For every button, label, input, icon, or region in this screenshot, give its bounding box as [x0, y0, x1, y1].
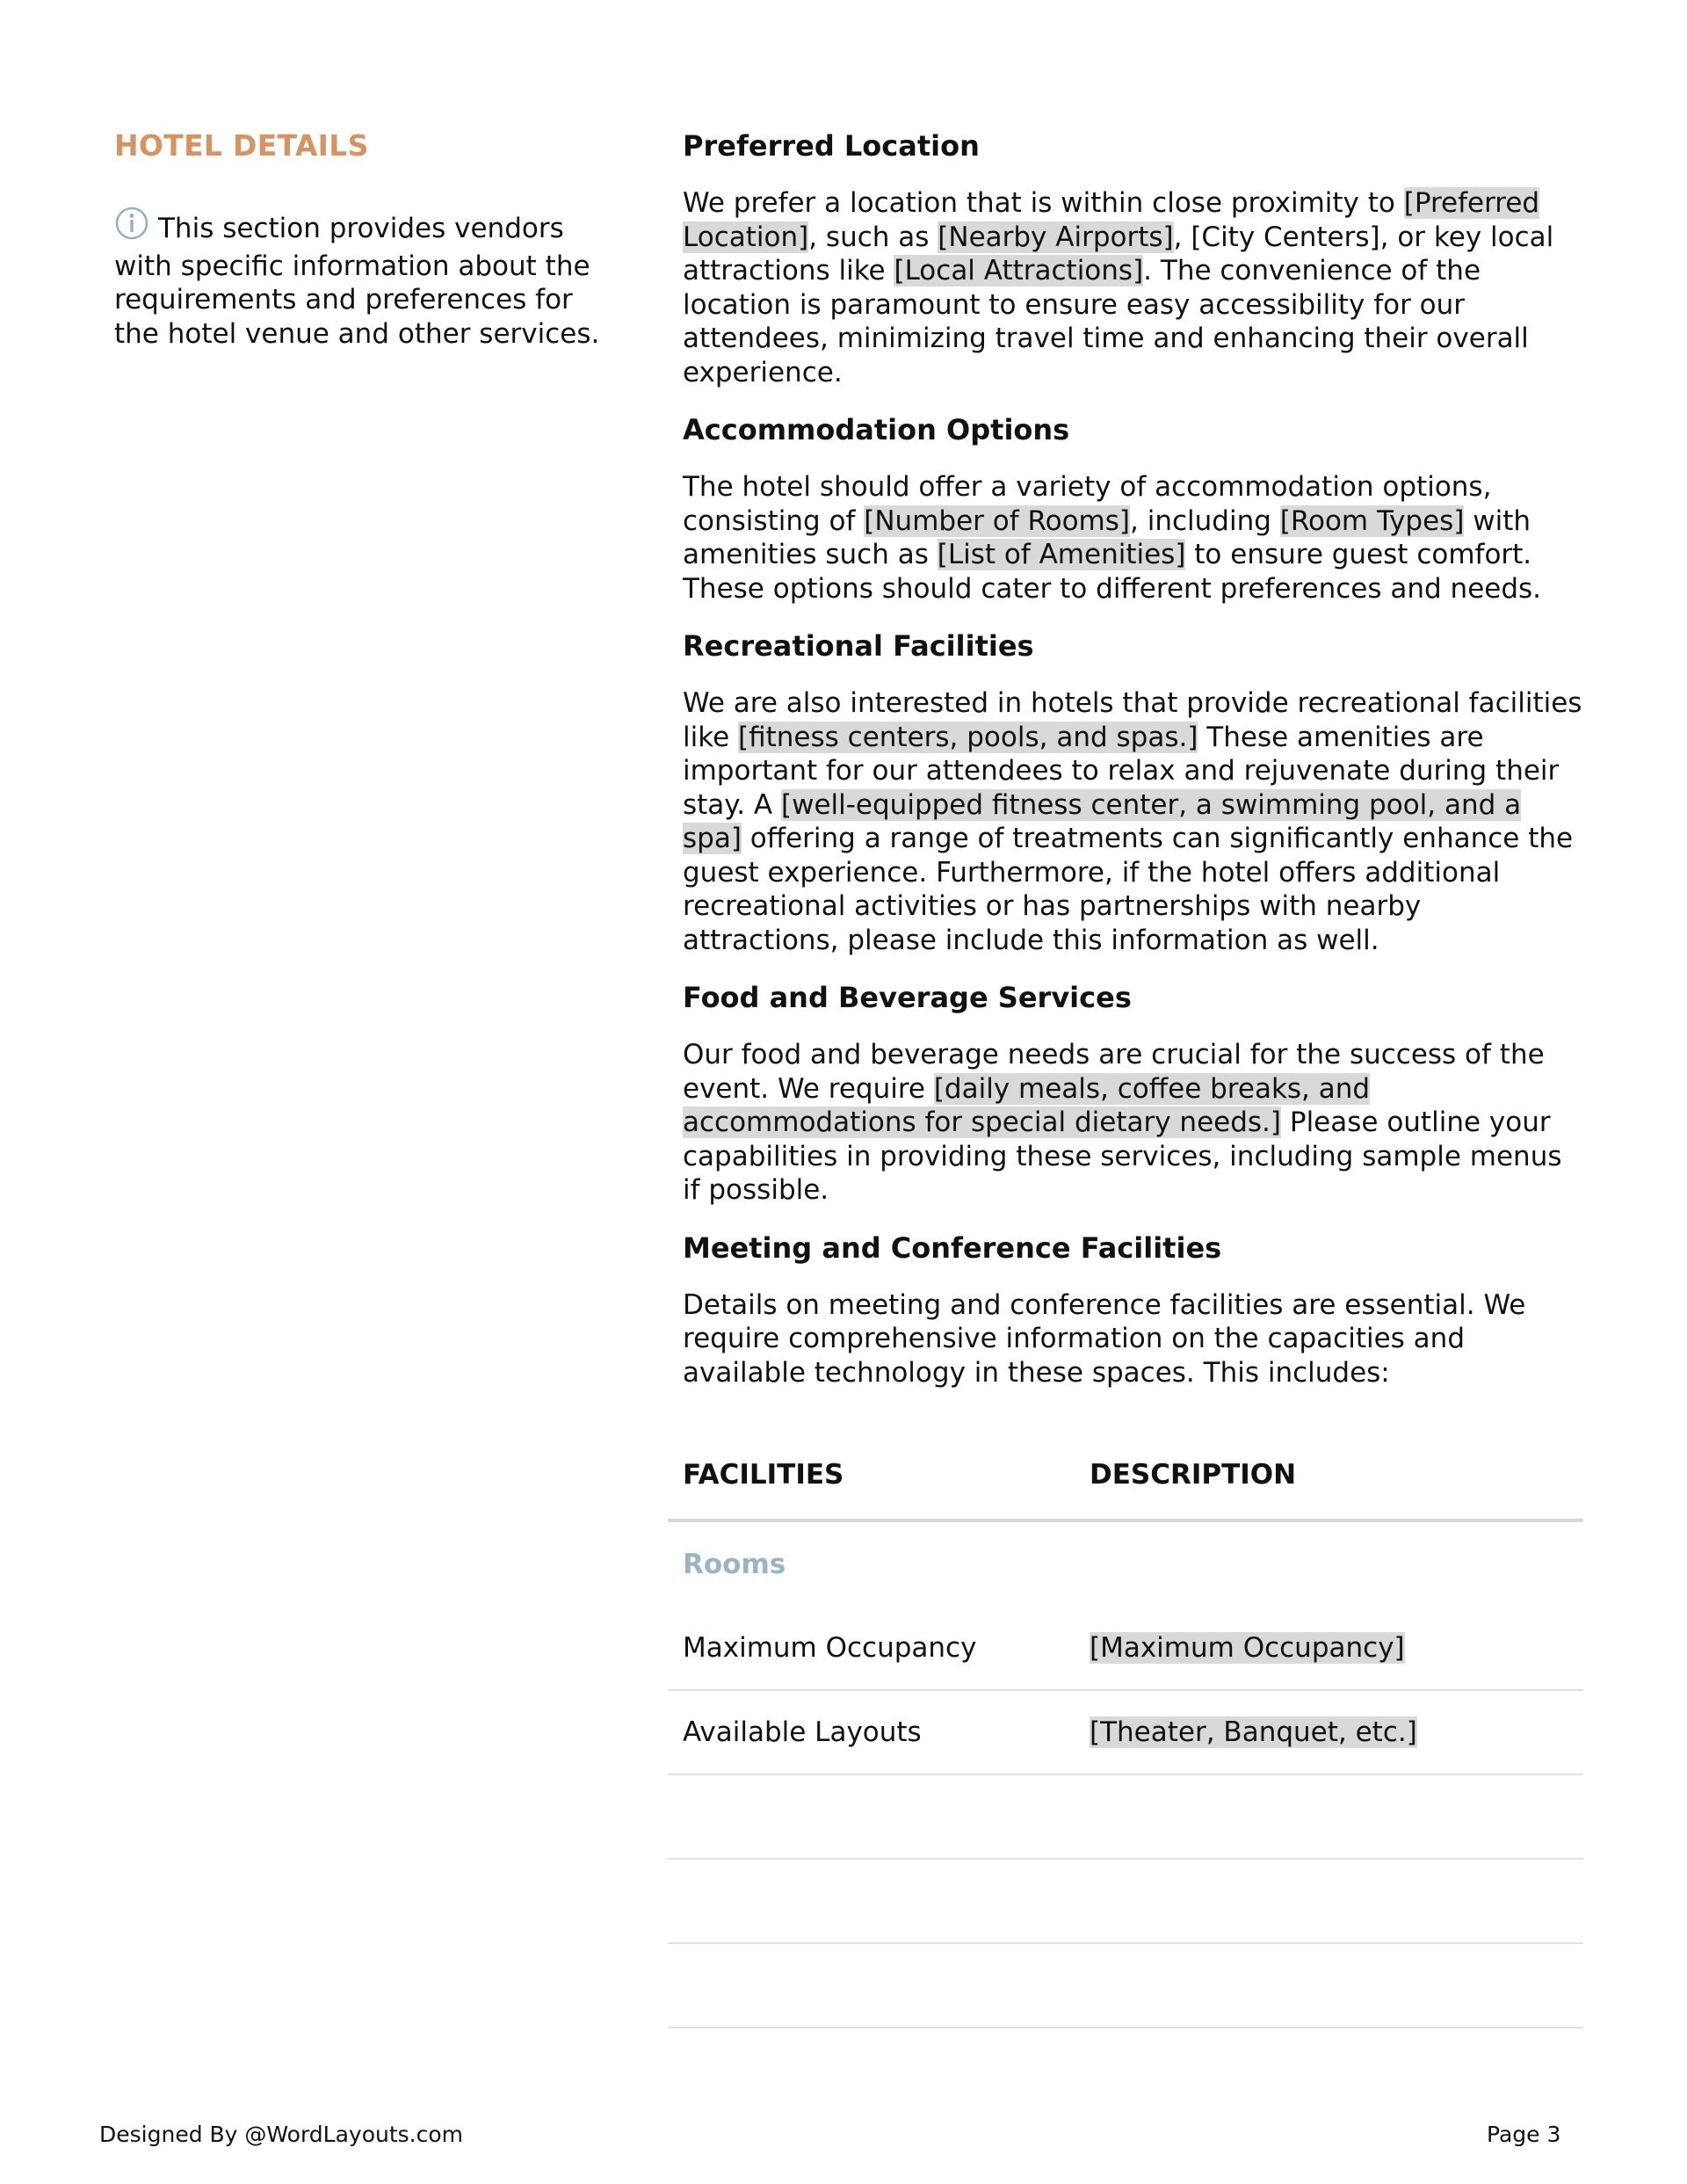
text: , [City Centers], or key local attractions like — [683, 221, 1554, 287]
text: with amenities such as — [683, 504, 1531, 570]
facilities-table — [668, 1447, 1583, 2028]
paragraph-preferred-location — [683, 186, 1583, 389]
placeholder-field[interactable]: [Theater, Banquet, etc.] — [1090, 1716, 1417, 1748]
text: Please outline your capabilities in providing these services, including sample menus if possible. — [683, 1107, 1562, 1206]
row-value — [1090, 1632, 1583, 1664]
placeholder-field[interactable]: [Local Attractions] — [894, 255, 1144, 287]
placeholder-field[interactable]: [Maximum Occupancy] — [1090, 1632, 1405, 1664]
paragraph-accommodation-options — [683, 470, 1583, 606]
placeholder-field[interactable]: [Preferred Location] — [683, 187, 1540, 253]
placeholder-field[interactable]: [well-equipped fitness center, a swimming pool, and a spa] — [683, 788, 1522, 854]
heading-meeting-conference: Meeting and Conference Facilities — [683, 1230, 1222, 1265]
text: to ensure guest comfort. These options should cater to different preferences and needs. — [683, 539, 1542, 605]
sidebar-note — [114, 206, 624, 351]
paragraph-recreational-facilities — [683, 686, 1583, 957]
main-content — [683, 125, 1583, 1409]
placeholder-field[interactable]: [List of Amenities] — [937, 539, 1186, 570]
row-value — [1090, 1716, 1583, 1748]
paragraph-food-beverage — [683, 1038, 1583, 1208]
text: The hotel should offer a variety of accommodation options, consisting of — [683, 471, 1492, 537]
info-icon — [114, 206, 149, 250]
text: We prefer a location that is within close proximity to — [683, 187, 1404, 219]
sidebar-note-text: This section provides vendors with specific information about the requirements and preferences for the hotel venue and other services. — [114, 213, 600, 350]
text: , including — [1130, 504, 1280, 537]
text: , such as — [808, 221, 938, 253]
paragraph-meeting-conference — [683, 1288, 1583, 1390]
text: These amenities are important for our attendees to relax and rejuvenate during their stay. A — [683, 721, 1560, 821]
footer-credit: Designed By @WordLayouts.com — [99, 2122, 464, 2147]
text: We are also interested in hotels that provide recreational facilities like — [683, 687, 1582, 753]
section-title: HOTEL DETAILS — [114, 128, 369, 163]
placeholder-field[interactable]: [daily meals, coffee breaks, and accommodations for special dietary needs.] — [683, 1072, 1371, 1138]
table-row-empty[interactable] — [668, 1860, 1583, 1944]
placeholder-field[interactable]: [fitness centers, pools, and spas.] — [738, 721, 1198, 753]
table-row-empty[interactable] — [668, 1775, 1583, 1860]
heading-recreational-facilities: Recreational Facilities — [683, 629, 1034, 663]
group-label-rooms: Rooms — [683, 1549, 786, 1580]
text: Details on meeting and conference facilities are essential. We require comprehensive information on the capacities and available technology in these spaces. This includes: — [683, 1288, 1526, 1389]
placeholder-field[interactable]: [Room Types] — [1279, 504, 1465, 537]
text: . The convenience of the location is paramount to ensure easy accessibility for our attendees, minimizing travel time and enhancing their overall experience. — [683, 255, 1529, 388]
heading-food-beverage: Food and Beverage Services — [683, 981, 1132, 1014]
text: Our food and beverage needs are crucial for the success of the event. We require — [683, 1039, 1545, 1105]
table-header — [668, 1447, 1583, 1522]
column-header-facilities: FACILITIES — [683, 1459, 844, 1491]
table-group-row — [668, 1522, 1583, 1607]
row-label: Available Layouts — [683, 1716, 922, 1748]
heading-preferred-location: Preferred Location — [683, 129, 980, 163]
placeholder-field[interactable]: [Nearby Airports] — [938, 221, 1174, 253]
sidebar — [114, 125, 624, 351]
text: offering a range of treatments can significantly enhance the guest experience. Furthermore, if the hotel offers additional recreational activities or has partnerships with nearby attractions, please include this information as well. — [683, 823, 1574, 956]
table-row-empty[interactable] — [668, 1944, 1583, 2028]
page-number: Page 3 — [1487, 2122, 1561, 2147]
heading-accommodation-options: Accommodation Options — [683, 413, 1070, 446]
placeholder-field[interactable]: [Number of Rooms] — [864, 504, 1130, 537]
row-label: Maximum Occupancy — [683, 1632, 977, 1664]
table-row — [668, 1607, 1583, 1691]
column-header-description: DESCRIPTION — [1090, 1459, 1297, 1491]
table-row — [668, 1691, 1583, 1775]
